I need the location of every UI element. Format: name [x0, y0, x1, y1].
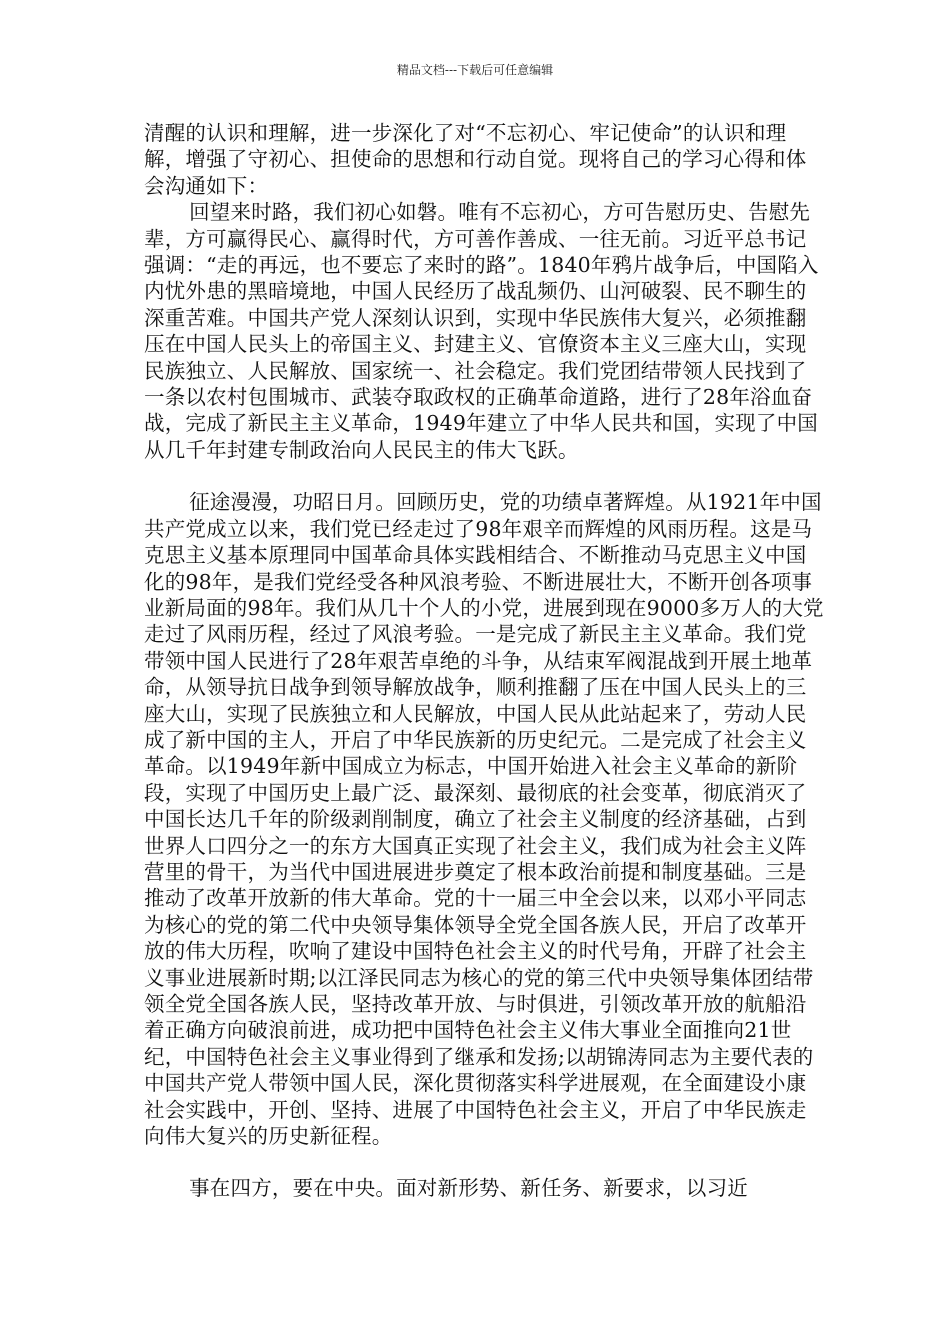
page-header: 精品文档---下载后可任意编辑: [396, 63, 554, 77]
paragraph-party-history: 征途漫漫，功昭日月。回顾历史，党的功绩卓著辉煌。从1921年中国共产党成立以来，我们党已经走过了98年艰辛而辉煌的风雨历程。这是马克思主义基本原理同中国革命具体实践相结合、不断推动马克思主义中国化的98年，是我们党经受各种风浪考验、不断进展壮大，不断开创各项事业新局面的98年。我们从几十个人的小党，进展到现在9000多万人的大党走过了风雨历程，经过了风浪考验。一是完成了新民主主义革命。我们党带领中国人民进行了28年艰苦卓绝的斗争，从结束军阀混战到开展土地革命，从领导抗日战争到领导解放战争，顺利推翻了压在中国人民头上的三座大山，实现了民族独立和人民解放，中国人民从此站起来了，劳动人民成了新中国的主人，开启了中华民族新的历史纪元。二是完成了社会主义革命。以1949年新中国成立为标志，中国开始进入社会主义革命的新阶段，实现了中国历史上最广泛、最深刻、最彻底的社会变革，彻底消灭了中国长达几千年的阶级剥削制度，确立了社会主义制度的经济基础，占到世界人口四分之一的东方大国真正实现了社会主义，我们成为社会主义阵营里的骨干，为当代中国进展进步奠定了根本政治前提和制度基础。三是推动了改革开放新的伟大革命。党的十一届三中全会以来，以邓小平同志为核心的党的第二代中央领导集体领导全党全国各族人民，开启了改革开放的伟大历程，吹响了建设中国特色社会主义的时代号角，开辟了社会主义事业进展新时期;以江泽民同志为核心的党的第三代中央领导集体团结带领全党全国各族人民，坚持改革开放、与时俱进，引领改革开放的航船沿着正确方向破浪前进，成功把中国特色社会主义伟大事业全面推向21世纪，中国特色社会主义事业得到了继承和发扬;以胡锦涛同志为主要代表的中国共产党人带领中国人民，深化贯彻落实科学进展观，在全面建设小康社会实践中，开创、坚持、进展了中国特色社会主义，开启了中华民族走向伟大复兴的历史新征程。: [144, 490, 824, 1149]
paragraph-gap: [144, 463, 824, 489]
paragraph-central-leadership: 事在四方，要在中央。面对新形势、新任务、新要求，以习近: [189, 1176, 748, 1201]
paragraph-intro-continuation: 清醒的认识和理解，进一步深化了对“不忘初心、牢记使命”的认识和理解，增强了守初心、担使命的思想和行动自觉。现将自己的学习心得和体会沟通如下：: [144, 121, 807, 198]
paragraph-gap: [144, 1149, 824, 1175]
paragraph-looking-back: 回望来时路，我们初心如磐。唯有不忘初心，方可告慰历史、告慰先辈，方可赢得民心、赢得时代，方可善作善成、一往无前。习近平总书记强调：“走的再远，也不要忘了来时的路”。1840年鸦片战争后，中国陷入内忧外患的黑暗境地，中国人民经历了战乱频仍、山河破裂、民不聊生的深重苦难。中国共产党人深刻认识到，实现中华民族伟大复兴，必须推翻压在中国人民头上的帝国主义、封建主义、官僚资本主义三座大山，实现民族独立、人民解放、国家统一、社会稳定。我们党团结带领人民找到了一条以农村包围城市、武装夺取政权的正确革命道路，进行了28年浴血奋战，完成了新民主主义革命，1949年建立了中华人民共和国，实现了中国从几千年封建专制政治向人民民主的伟大飞跃。: [144, 200, 819, 462]
document-body: [144, 120, 824, 1202]
